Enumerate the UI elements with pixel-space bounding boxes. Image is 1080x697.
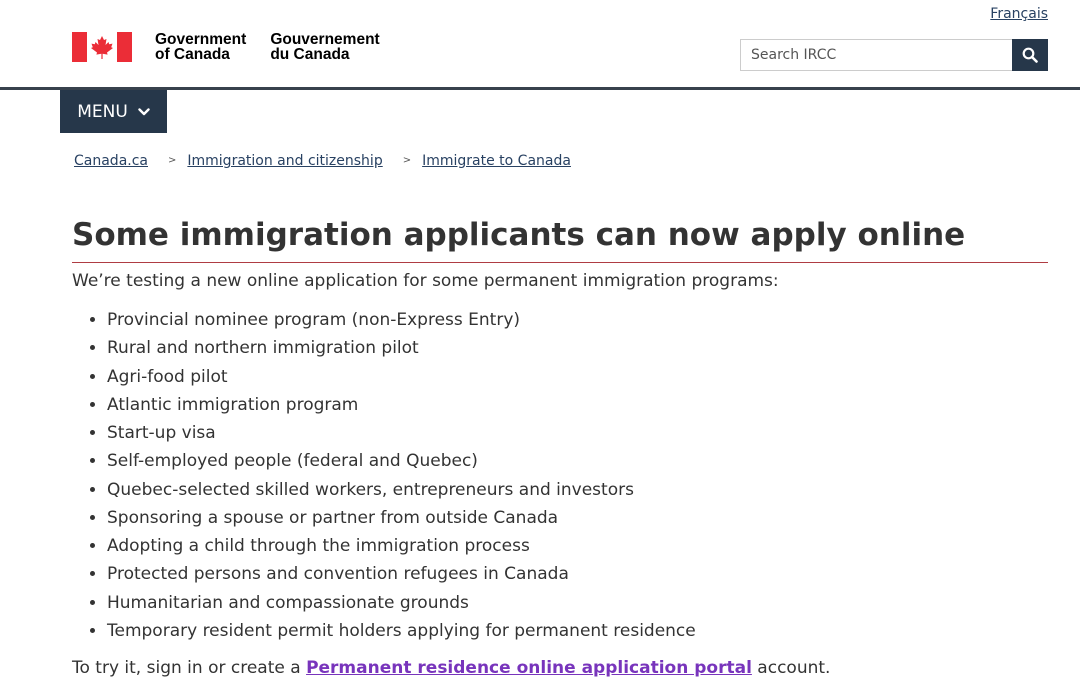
government-wordmark — [155, 32, 380, 62]
breadcrumb-item-canada[interactable]: Canada.ca — [74, 153, 148, 169]
list-item: • Self-employed people (federal and Quebec) — [107, 447, 696, 475]
outro-text — [72, 655, 830, 681]
breadcrumb-separator: > — [168, 154, 177, 166]
wordmark-en-line2: of Canada — [155, 46, 230, 63]
breadcrumb — [74, 153, 571, 169]
list-item: • Atlantic immigration program — [107, 391, 696, 419]
wordmark-fr-line1: Gouvernement — [270, 31, 380, 48]
list-item: • Protected persons and convention refugees in Canada — [107, 560, 696, 588]
list-item: • Start-up visa — [107, 419, 696, 447]
canada-flag-icon — [72, 32, 132, 62]
intro-text: We’re testing a new online application for some permanent immigration programs: — [72, 271, 779, 291]
search-icon — [1022, 47, 1038, 63]
outro-text-after: account. — [751, 658, 831, 678]
wordmark-fr-line2: du Canada — [270, 46, 350, 63]
government-of-canada-logo[interactable] — [72, 32, 380, 62]
page-title: Some immigration applicants can now apply online — [72, 214, 1048, 263]
search-button[interactable] — [1012, 39, 1048, 71]
program-list — [72, 306, 696, 645]
breadcrumb-separator: > — [402, 154, 412, 166]
menu-button[interactable] — [60, 90, 167, 133]
pr-portal-link[interactable]: Permanent residence online application portal — [306, 658, 752, 678]
language-toggle-link[interactable]: Français — [990, 6, 1048, 22]
list-item: • Temporary resident permit holders applying for permanent residence — [107, 617, 696, 645]
outro-text-before: To try it, sign in or create a — [72, 658, 307, 678]
list-item: • Provincial nominee program (non-Express Entry) — [107, 306, 696, 334]
chevron-down-icon — [138, 108, 150, 116]
list-item: • Rural and northern immigration pilot — [107, 334, 696, 362]
list-item: • Humanitarian and compassionate grounds — [107, 589, 696, 617]
search-input[interactable] — [740, 39, 1012, 71]
wordmark-en-line1: Government — [155, 31, 247, 48]
list-item: • Agri-food pilot — [107, 363, 696, 391]
menu-label: MENU — [77, 101, 128, 122]
breadcrumb-item-immigrate[interactable]: Immigrate to Canada — [422, 153, 571, 169]
list-item: • Sponsoring a spouse or partner from outside Canada — [107, 504, 696, 532]
list-item: • Adopting a child through the immigration process — [107, 532, 696, 560]
site-search — [740, 39, 1048, 71]
list-item: • Quebec-selected skilled workers, entrepreneurs and investors — [107, 476, 696, 504]
breadcrumb-item-immigration[interactable]: Immigration and citizenship — [187, 153, 383, 169]
